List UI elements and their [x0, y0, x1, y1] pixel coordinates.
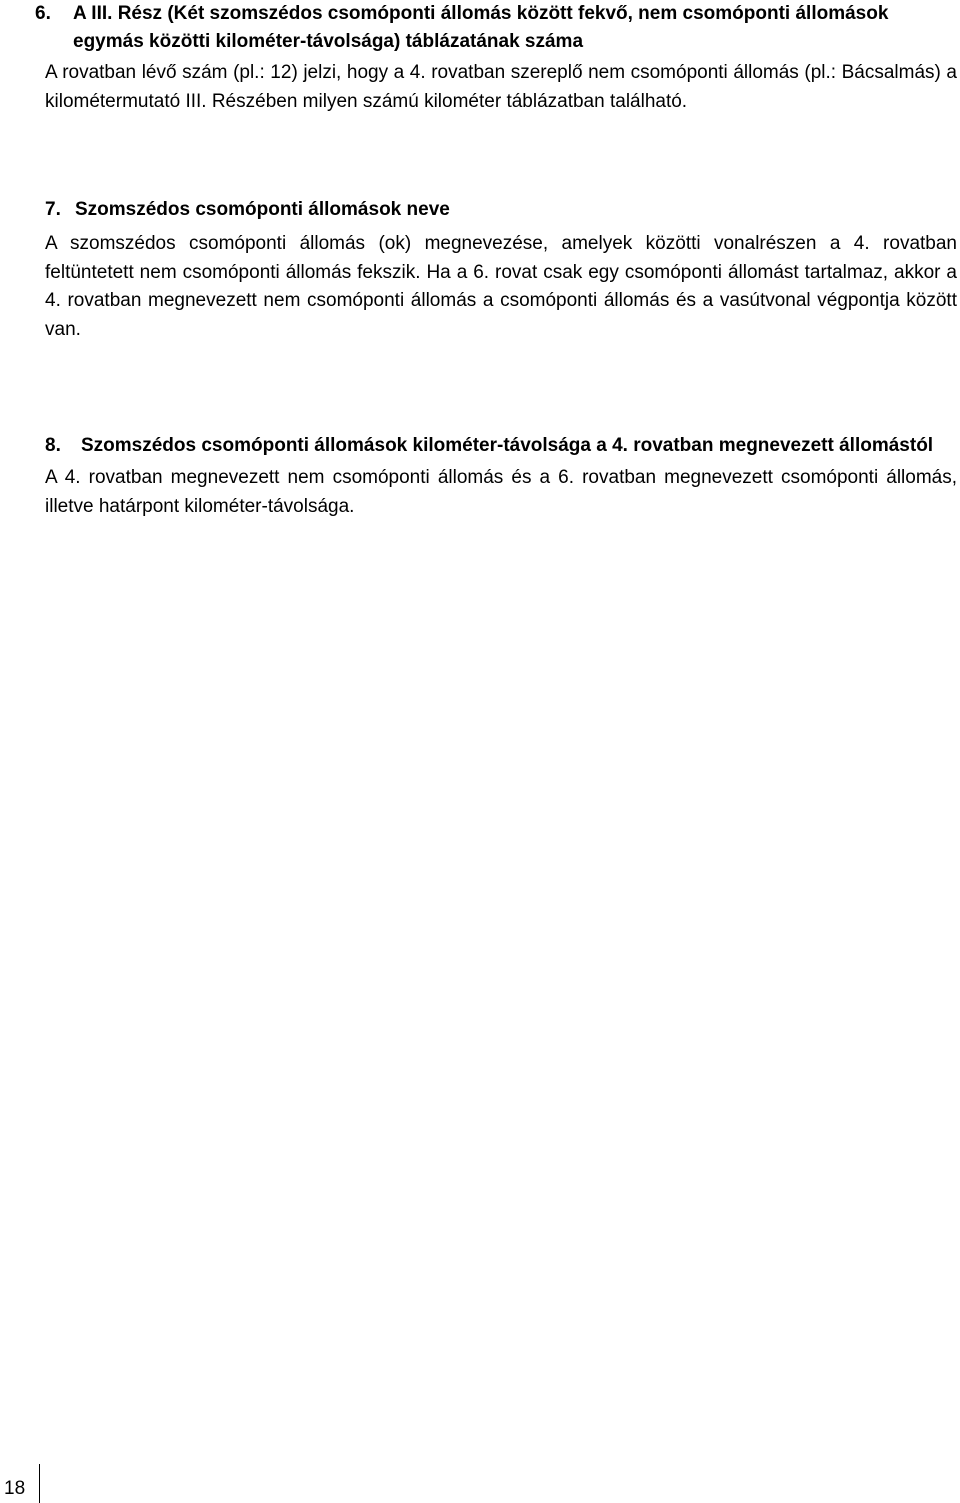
page-number: 18 — [0, 1464, 40, 1503]
section-8-body: A 4. rovatban megnevezett nem csomóponti állomás és a 6. rovatban megnevezett csomóponti állomás, illetve határpont kilométer-távolsága. — [45, 467, 957, 517]
section-8-title: Szomszédos csomóponti állomások kilométer-távolsága a 4. rovatban megnevezett állomástól — [81, 435, 934, 456]
section-8-number: 8. — [45, 435, 61, 456]
section-6-heading — [35, 0, 957, 56]
section-8 — [45, 432, 957, 521]
section-7-body: A szomszédos csomóponti állomás (ok) megnevezése, amelyek közötti vonalrészen a 4. rovatban feltüntetett nem csomóponti állomás fekszik. Ha a 6. rovat csak egy csomóponti állomást tartalmaz, akkor a 4. rovatban megnevezett nem csomóponti állomás a csomóponti állomás és a vasútvonal végpontja között van. — [45, 233, 957, 340]
section-7-heading — [45, 196, 957, 224]
section-8-heading — [45, 432, 957, 460]
section-6-title: A III. Rész (Két szomszédos csomóponti állomás között fekvő, nem csomóponti állomások egymás közötti kilométer-távolsága) táblázatának száma — [73, 3, 889, 52]
section-7-title: Szomszédos csomóponti állomások neve — [75, 199, 450, 220]
section-6 — [35, 0, 957, 116]
section-7 — [45, 196, 957, 344]
section-6-body: A rovatban lévő szám (pl.: 12) jelzi, hogy a 4. rovatban szereplő nem csomóponti állomás (pl.: Bácsalmás) a kilométermutató III. Részében milyen számú kilométer táblázatban található. — [45, 62, 957, 112]
section-7-number: 7. — [45, 199, 61, 220]
section-6-number: 6. — [35, 3, 51, 24]
